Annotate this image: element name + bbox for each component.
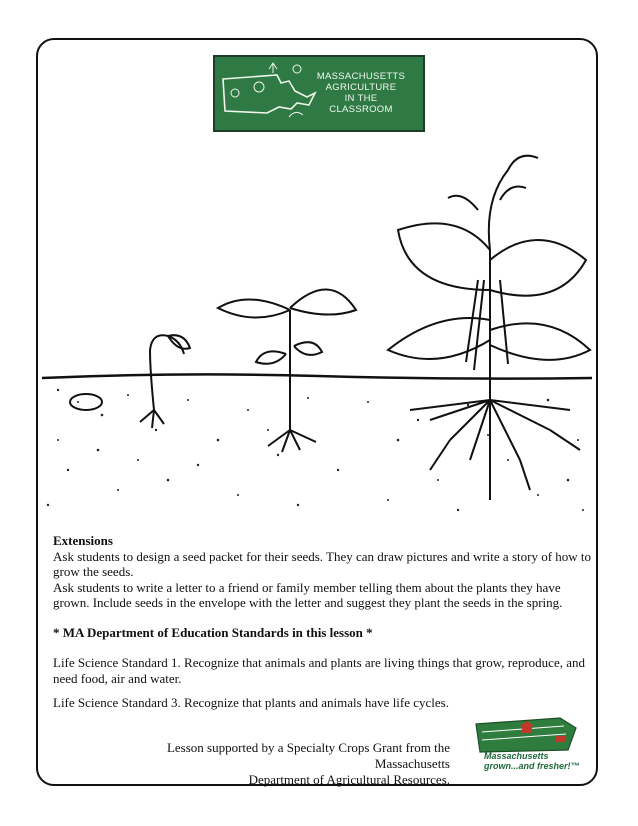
extensions-heading: Extensions xyxy=(53,533,113,548)
logo-line-1: MASSACHUSETTS xyxy=(316,71,406,82)
mass-grown-line-2: grown...and fresher!™ xyxy=(484,761,580,771)
extensions-section xyxy=(53,533,593,611)
grant-acknowledgement xyxy=(90,740,450,788)
extensions-paragraph-2: Ask students to write a letter to a friend or family member telling them about the plants they have grown. Include seeds in the envelope with the letter and suggest they plant the seeds in the spring. xyxy=(53,579,563,610)
logo-line-2: AGRICULTURE xyxy=(325,82,397,93)
logo-line-3: IN THE CLASSROOM xyxy=(329,93,393,115)
seed-drawing xyxy=(70,394,102,410)
seedling-drawing xyxy=(218,289,356,452)
standards-heading: * MA Department of Education Standards in this lesson * xyxy=(53,625,373,640)
sprout-drawing xyxy=(140,335,190,428)
ag-in-classroom-logo xyxy=(213,55,425,132)
plant-growth-illustration xyxy=(38,140,596,520)
grant-line-2: Department of Agricultural Resources. xyxy=(248,772,450,787)
grant-line-1: Lesson supported by a Specialty Crops Grant from the Massachusetts xyxy=(166,740,450,771)
standard-1-text: Life Science Standard 1. Recognize that animals and plants are living things that grow, reproduce, and need food, air and water. xyxy=(53,655,585,686)
farm-field-icon xyxy=(468,714,580,754)
mature-bean-plant-drawing xyxy=(388,156,590,500)
mass-grown-line-1: Massachusetts xyxy=(484,751,549,761)
massachusetts-map-icon xyxy=(217,57,327,130)
massachusetts-grown-logo xyxy=(468,714,580,772)
extensions-paragraph-1: Ask students to design a seed packet for their seeds. They can draw pictures and write a story of how to grow the seeds. xyxy=(53,548,592,579)
standard-3-text: Life Science Standard 3. Recognize that plants and animals have life cycles. xyxy=(53,695,449,710)
